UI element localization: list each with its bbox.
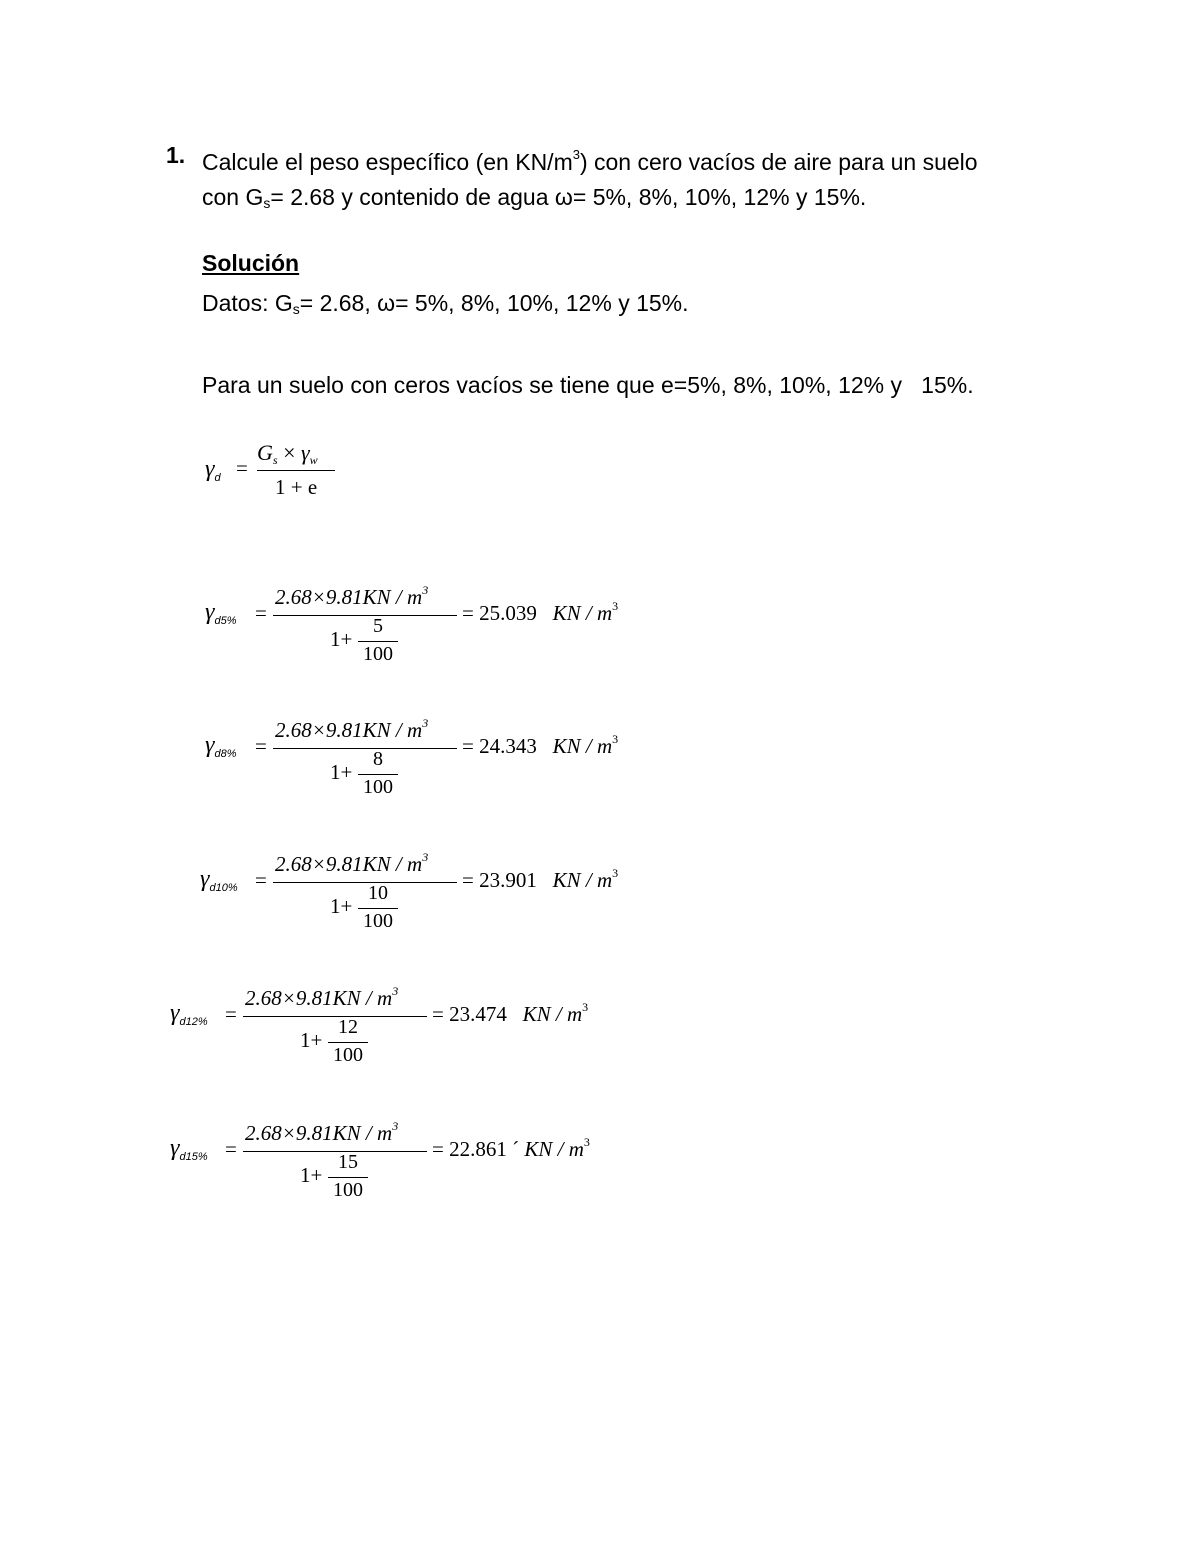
- calc-numerator: [275, 583, 428, 610]
- calc-small-fraction-bar: [328, 1042, 368, 1043]
- calc-numerator-exponent: 3: [392, 984, 399, 998]
- calc-one-plus: 1+: [330, 760, 353, 784]
- gamma-symbol: γ: [170, 1135, 180, 1161]
- calc-result-text: = 23.901: [462, 868, 553, 892]
- calc-result-unit: KN / m: [552, 734, 613, 758]
- calc-result-exponent: 3: [612, 599, 619, 613]
- calc-lhs-subscript: d15%: [179, 1151, 208, 1163]
- calc-small-numerator: 8: [373, 748, 383, 770]
- calculation-equation: [200, 852, 680, 942]
- calc-numerator: [275, 716, 428, 743]
- calc-equals: =: [255, 601, 267, 625]
- datos-line: [202, 289, 689, 323]
- calc-small-numerator: 10: [368, 882, 388, 904]
- formula-sub-s: s: [272, 453, 278, 467]
- calc-numerator-text: 2.68×9.81KN / m: [275, 852, 423, 876]
- calc-equals: =: [225, 1002, 237, 1026]
- calc-numerator-text: 2.68×9.81KN / m: [245, 986, 393, 1010]
- calculation-equation: [205, 718, 685, 808]
- calc-result-text: = 24.343: [462, 734, 553, 758]
- problem-line-2-text: con G: [202, 184, 264, 210]
- problem-line-2-subscript: s: [263, 195, 271, 211]
- calc-small-denominator: 100: [333, 1179, 363, 1201]
- calc-result: [462, 866, 618, 893]
- calc-lhs-subscript: d5%: [214, 615, 237, 627]
- calc-lhs: [200, 866, 238, 894]
- formula-times: ×: [283, 440, 296, 465]
- formula-equals: =: [236, 456, 248, 480]
- datos-text: Datos: G: [202, 290, 293, 316]
- calc-result: [462, 599, 618, 626]
- solution-heading: Solución: [202, 250, 300, 276]
- gamma-symbol: γ: [205, 599, 215, 625]
- gamma-symbol: γ: [170, 1000, 180, 1026]
- calc-numerator: [275, 850, 428, 877]
- calc-lhs: [170, 1135, 208, 1163]
- problem-line-1-text-end: ) con cero vacíos de aire para un suelo: [579, 149, 978, 175]
- calc-small-denominator: 100: [363, 776, 393, 798]
- calc-equals: =: [255, 734, 267, 758]
- calc-numerator-exponent: 3: [422, 716, 429, 730]
- calc-numerator-text: 2.68×9.81KN / m: [245, 1121, 393, 1145]
- formula-numerator-g: G: [257, 440, 273, 465]
- calc-result: [432, 1000, 588, 1027]
- calc-lhs: [170, 1000, 208, 1028]
- problem-line-1: [202, 141, 978, 176]
- calc-numerator-exponent: 3: [392, 1119, 399, 1133]
- calc-small-denominator: 100: [363, 643, 393, 665]
- calc-one-plus: 1+: [300, 1028, 323, 1052]
- calc-small-numerator: 15: [338, 1151, 358, 1173]
- calc-small-fraction-bar: [358, 641, 398, 642]
- formula-lhs: [205, 456, 221, 484]
- calc-one-plus: 1+: [300, 1163, 323, 1187]
- calc-lhs-subscript: d12%: [179, 1016, 208, 1028]
- calc-numerator-exponent: 3: [422, 583, 429, 597]
- formula-sub-w: w: [309, 453, 318, 467]
- calc-result-exponent: 3: [612, 732, 619, 746]
- calc-result-unit: KN / m: [524, 1137, 584, 1161]
- calc-numerator-exponent: 3: [422, 850, 429, 864]
- calc-result: [462, 732, 618, 759]
- calc-small-denominator: 100: [363, 910, 393, 932]
- calc-result-exponent: 3: [582, 1000, 589, 1014]
- calc-result-text: = 23.474: [432, 1002, 523, 1026]
- calc-small-numerator: 12: [338, 1016, 358, 1038]
- problem-line-1-text: Calcule el peso específico (en KN/m: [202, 149, 573, 175]
- calc-lhs-subscript: d10%: [209, 882, 238, 894]
- calc-result-text: = 22.861 ´: [432, 1137, 525, 1161]
- problem-line-2: [202, 183, 866, 217]
- calculation-equation: [170, 1121, 650, 1211]
- calc-numerator-text: 2.68×9.81KN / m: [275, 585, 423, 609]
- calc-equals: =: [225, 1137, 237, 1161]
- calc-lhs: [205, 732, 237, 760]
- gamma-symbol: γ: [205, 456, 215, 482]
- calculation-equation: [170, 986, 650, 1076]
- calc-lhs: [205, 599, 237, 627]
- calc-result-text: = 25.039: [462, 601, 553, 625]
- calc-small-fraction-bar: [328, 1177, 368, 1178]
- formula-numerator: [257, 440, 318, 468]
- gamma-symbol: γ: [205, 732, 215, 758]
- problem-number: 1.: [166, 142, 186, 168]
- formula-fraction-bar: [257, 470, 335, 471]
- calc-small-denominator: 100: [333, 1044, 363, 1066]
- datos-subscript: s: [292, 301, 300, 317]
- calc-result-unit: KN / m: [522, 1002, 583, 1026]
- calc-numerator: [245, 984, 398, 1011]
- calc-result-exponent: 3: [583, 1135, 590, 1149]
- calc-equals: =: [255, 868, 267, 892]
- solution-statement: Para un suelo con ceros vacíos se tiene que e=5%, 8%, 10%, 12% y 15%.: [202, 372, 974, 398]
- datos-text-end: = 2.68, ω= 5%, 8%, 10%, 12% y 15%.: [299, 290, 689, 316]
- calc-result-exponent: 3: [612, 866, 619, 880]
- calc-small-fraction-bar: [358, 908, 398, 909]
- calc-result-unit: KN / m: [552, 868, 613, 892]
- formula-gamma-w: γ: [300, 440, 310, 465]
- calc-one-plus: 1+: [330, 894, 353, 918]
- formula-lhs-subscript: d: [214, 472, 221, 484]
- problem-line-2-text-end: = 2.68 y contenido de agua ω= 5%, 8%, 10%, 12% y 15%.: [270, 184, 867, 210]
- formula-denominator-text: 1 + e: [275, 475, 318, 499]
- calc-small-fraction-bar: [358, 774, 398, 775]
- calc-small-numerator: 5: [373, 615, 383, 637]
- calc-numerator-text: 2.68×9.81KN / m: [275, 718, 423, 742]
- calc-result-unit: KN / m: [552, 601, 613, 625]
- calc-numerator: [245, 1119, 398, 1146]
- calc-one-plus: 1+: [330, 627, 353, 651]
- formula-denominator: [275, 475, 317, 500]
- calculation-equation: [205, 585, 685, 675]
- calc-result: [432, 1135, 590, 1162]
- problem-line-1-superscript: 3: [572, 147, 580, 162]
- general-formula: [205, 440, 345, 500]
- calc-lhs-subscript: d8%: [214, 748, 237, 760]
- gamma-symbol: γ: [200, 866, 210, 892]
